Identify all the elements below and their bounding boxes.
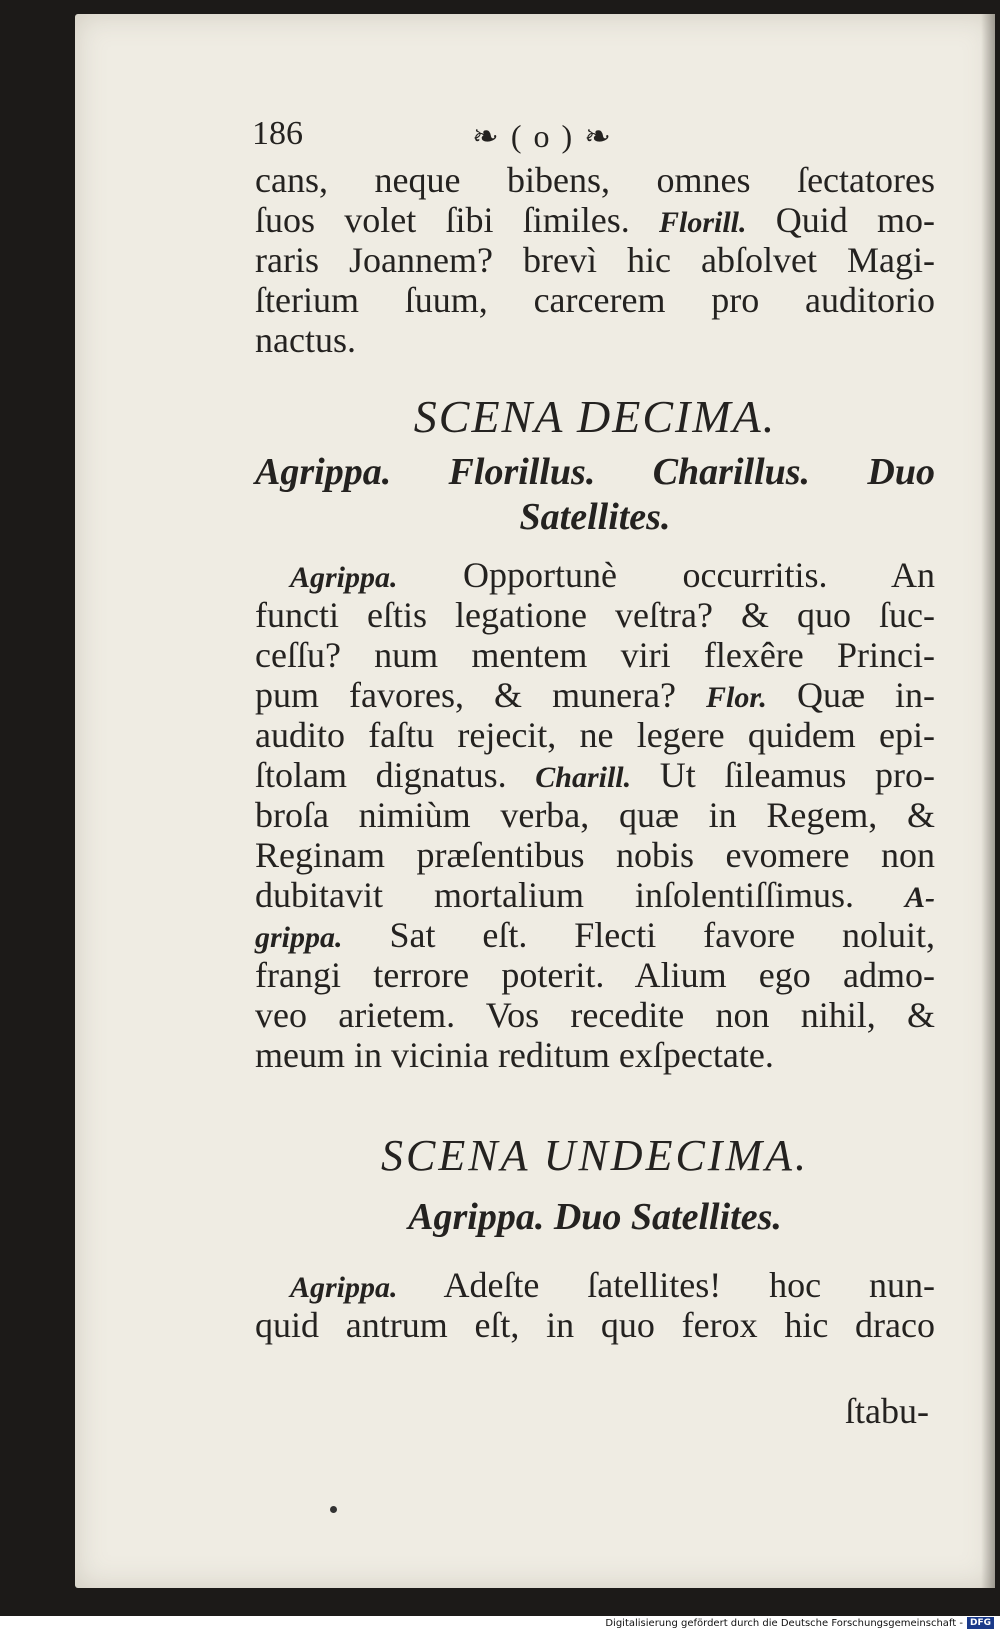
text-line: broſa nimiùm verba, quæ in Regem, & (255, 795, 935, 835)
text-fragment: dubitavit mortalium inſolentiſſimus. (255, 875, 854, 915)
text-line (255, 200, 935, 243)
text-line (255, 675, 935, 718)
text-line: veo arietem. Vos recedite non nihil, & (255, 995, 935, 1035)
text-fragment: Ut ſileamus pro- (659, 755, 936, 795)
text-fragment: Sat eſt. Flecti favore noluit, (389, 915, 935, 955)
scene-title: SCENA DECIMA. (413, 391, 777, 442)
text-line: raris Joannem? brevì hic abſolvet Magi- (255, 240, 935, 280)
text-line (255, 875, 935, 918)
text-fragment: Adeſte ſatellites! hoc nun- (443, 1265, 936, 1305)
footer-bar (0, 1616, 1000, 1632)
text-fragment: Quæ in- (796, 675, 936, 715)
footer-text: Digitalisierung gefördert durch die Deutsche Forschungsgemeinschaft - (605, 1618, 963, 1629)
text-line: ſterium ſuum, carcerem pro auditorio (255, 280, 935, 320)
text-line: frangi terrore poterit. Alium ego admo- (255, 955, 935, 995)
text-line: ceſſu? num mentem viri flexêre Princi- (255, 635, 935, 675)
header-ornament: ❧ ( o ) ❧ (472, 118, 613, 154)
text-fragment: Quid mo- (775, 200, 936, 240)
catchword: ſtabu- (845, 1391, 929, 1431)
speaker-abbrev: A- (905, 881, 936, 914)
speaker-abbrev: Flor. (706, 681, 767, 714)
speaker-abbrev: Florill. (658, 206, 747, 239)
text-line: quid antrum eſt, in quo ferox hic draco (255, 1305, 935, 1345)
text-line: meum in vicinia reditum exſpectate. (255, 1035, 774, 1075)
speaker-name: Agrippa. (290, 561, 398, 594)
text-line (255, 915, 935, 958)
running-header (252, 115, 722, 163)
page-number: 186 (252, 115, 303, 152)
text-line: audito faſtu rejecit, ne legere quidem epi- (255, 715, 935, 755)
scene-title: SCENA UNDECIMA. (381, 1131, 809, 1180)
speaker-abbrev: Charill. (535, 761, 632, 794)
ink-spot (330, 1506, 337, 1513)
text-line (290, 555, 935, 598)
text-fragment: ſuos volet ſibi ſimiles. (255, 200, 630, 240)
text-line: functi eſtis legatione veſtra? & quo ſuc- (255, 595, 935, 635)
text-line: Reginam præſentibus nobis evomere non (255, 835, 935, 875)
scene-speakers: Agrippa. Duo Satellites. (408, 1196, 782, 1238)
scene-speakers-cont: Satellites. (519, 496, 671, 538)
text-fragment: pum favores, & munera? (255, 675, 676, 715)
text-fragment: Opportunè occurritis. An (463, 555, 935, 595)
text-line (290, 1265, 935, 1308)
text-line: nactus. (255, 320, 356, 360)
scene-speakers: Agrippa. Florillus. Charillus. Duo (255, 451, 935, 493)
text-line (255, 755, 935, 798)
dfg-logo: DFG (967, 1617, 994, 1629)
speaker-abbrev: grippa. (255, 921, 343, 954)
text-line: cans, neque bibens, omnes ſectatores (255, 160, 935, 200)
speaker-name: Agrippa. (290, 1271, 398, 1304)
text-fragment: ſtolam dignatus. (255, 755, 507, 795)
